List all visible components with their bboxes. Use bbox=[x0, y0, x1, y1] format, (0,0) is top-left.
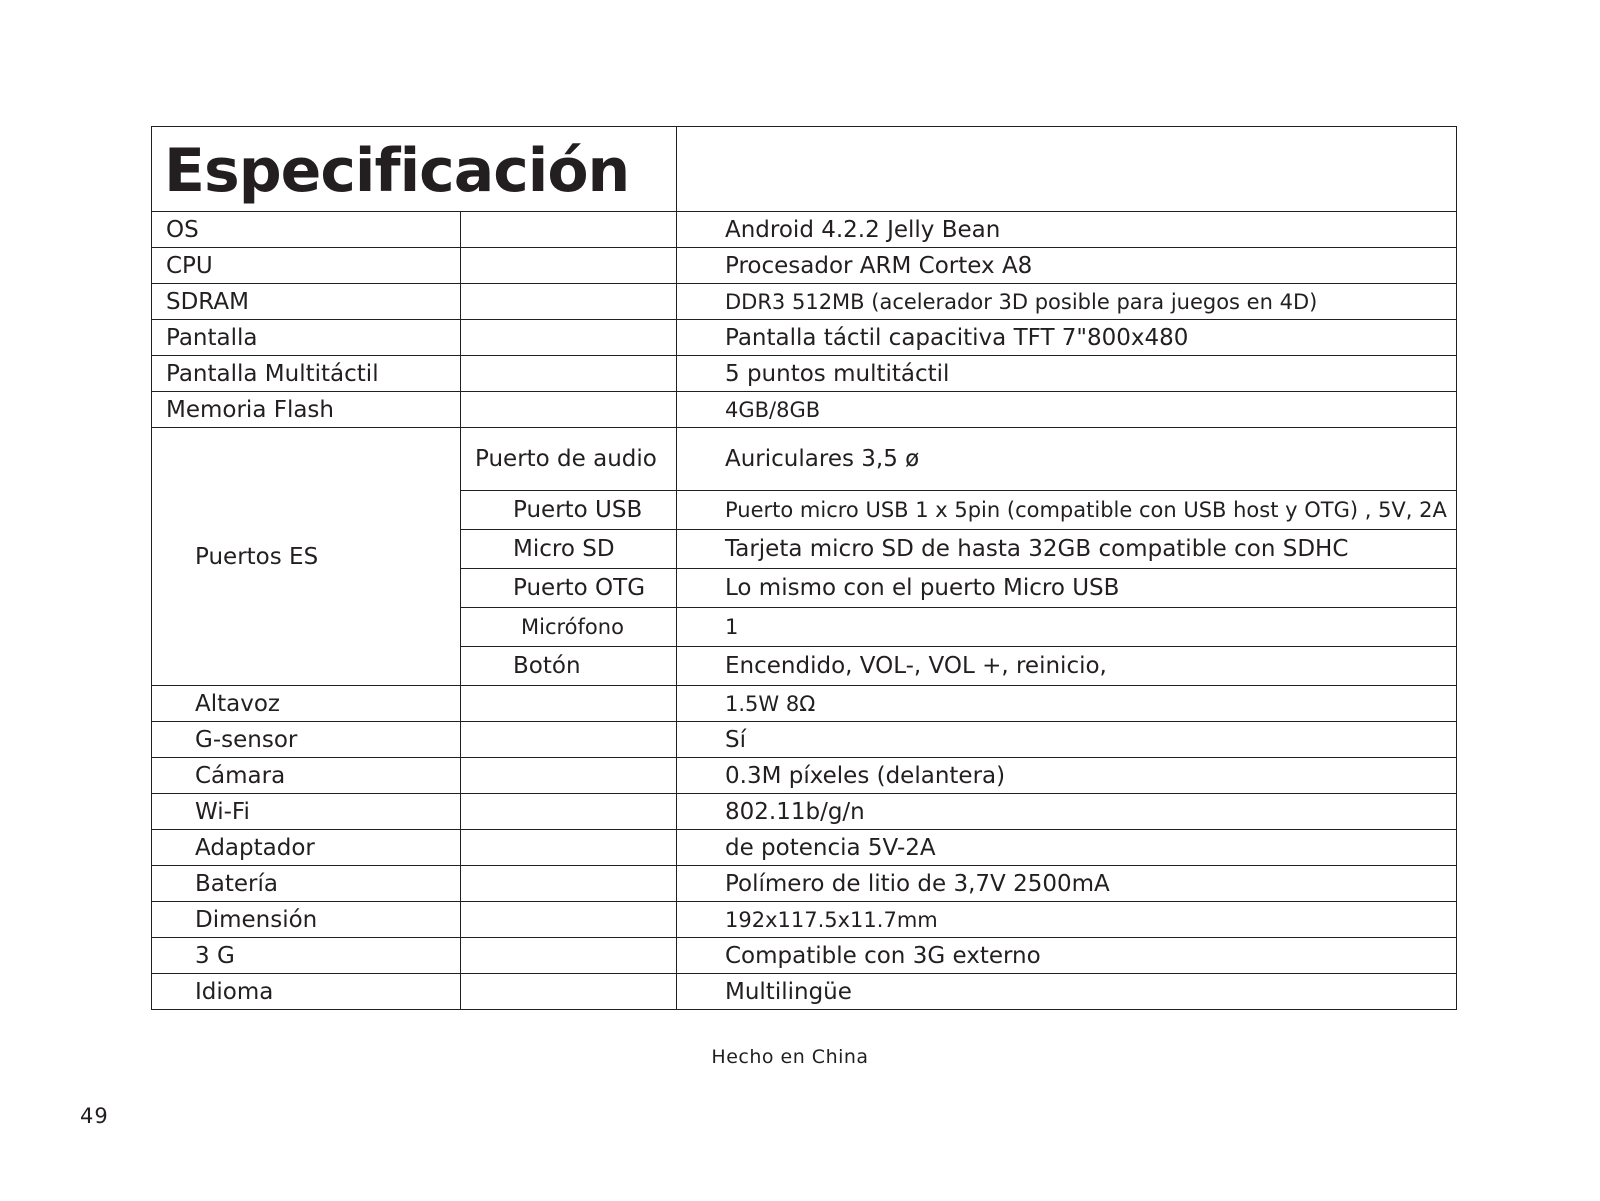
spec-value: 802.11b/g/n bbox=[677, 794, 1457, 830]
page-number: 49 bbox=[80, 1104, 109, 1128]
spec-value: 4GB/8GB bbox=[677, 392, 1457, 428]
spec-row-multitactil bbox=[152, 356, 1457, 392]
io-row-audio bbox=[152, 428, 1457, 491]
io-sub-label: Puerto USB bbox=[461, 491, 677, 530]
spec-label: OS bbox=[152, 212, 461, 248]
spec-empty-cell bbox=[461, 902, 677, 938]
spec-label: Wi-Fi bbox=[152, 794, 461, 830]
spec-value: 0.3M píxeles (delantera) bbox=[677, 758, 1457, 794]
spec-row-adaptador bbox=[152, 830, 1457, 866]
spec-value: 1.5W 8Ω bbox=[677, 686, 1457, 722]
spec-row-altavoz bbox=[152, 686, 1457, 722]
spec-empty-cell bbox=[461, 794, 677, 830]
spec-empty-cell bbox=[461, 284, 677, 320]
spec-value: Procesador ARM Cortex A8 bbox=[677, 248, 1457, 284]
io-group-label: Puertos ES bbox=[152, 428, 461, 686]
spec-value: Compatible con 3G externo bbox=[677, 938, 1457, 974]
io-value: 1 bbox=[677, 608, 1457, 647]
spec-row-pantalla bbox=[152, 320, 1457, 356]
io-sub-label: Micrófono bbox=[461, 608, 677, 647]
spec-row-3g bbox=[152, 938, 1457, 974]
spec-value: Sí bbox=[677, 722, 1457, 758]
spec-empty-cell bbox=[461, 974, 677, 1010]
spec-row-idioma bbox=[152, 974, 1457, 1010]
spec-row-sdram bbox=[152, 284, 1457, 320]
spec-empty-cell bbox=[461, 392, 677, 428]
spec-label: Idioma bbox=[152, 974, 461, 1010]
spec-row-bateria bbox=[152, 866, 1457, 902]
spec-label: Altavoz bbox=[152, 686, 461, 722]
io-value: Auriculares 3,5 ø bbox=[677, 428, 1457, 491]
io-value: Encendido, VOL-, VOL +, reinicio, bbox=[677, 647, 1457, 686]
io-value: Tarjeta micro SD de hasta 32GB compatible con SDHC bbox=[677, 530, 1457, 569]
io-sub-label: Micro SD bbox=[461, 530, 677, 569]
spec-label: Pantalla bbox=[152, 320, 461, 356]
spec-label: SDRAM bbox=[152, 284, 461, 320]
spec-empty-cell bbox=[461, 320, 677, 356]
spec-label: Dimensión bbox=[152, 902, 461, 938]
spec-label: Batería bbox=[152, 866, 461, 902]
spec-value: de potencia 5V-2A bbox=[677, 830, 1457, 866]
spec-label: G-sensor bbox=[152, 722, 461, 758]
spec-label: 3 G bbox=[152, 938, 461, 974]
spec-empty-cell bbox=[461, 866, 677, 902]
spec-label: CPU bbox=[152, 248, 461, 284]
spec-label: Memoria Flash bbox=[152, 392, 461, 428]
spec-empty-cell bbox=[461, 830, 677, 866]
spec-value: Polímero de litio de 3,7V 2500mA bbox=[677, 866, 1457, 902]
spec-value: 192x117.5x11.7mm bbox=[677, 902, 1457, 938]
spec-row-camara bbox=[152, 758, 1457, 794]
spec-row-cpu bbox=[152, 248, 1457, 284]
spec-empty-cell bbox=[461, 938, 677, 974]
io-value: Puerto micro USB 1 x 5pin (compatible con USB host y OTG) , 5V, 2A bbox=[677, 491, 1457, 530]
io-sub-label: Puerto de audio bbox=[461, 428, 677, 491]
spec-label: Pantalla Multitáctil bbox=[152, 356, 461, 392]
spec-value: DDR3 512MB (acelerador 3D posible para juegos en 4D) bbox=[677, 284, 1457, 320]
spec-value: Pantalla táctil capacitiva TFT 7"800x480 bbox=[677, 320, 1457, 356]
io-value: Lo mismo con el puerto Micro USB bbox=[677, 569, 1457, 608]
spec-table bbox=[151, 126, 1457, 1010]
spec-value: Multilingüe bbox=[677, 974, 1457, 1010]
io-sub-label: Botón bbox=[461, 647, 677, 686]
spec-empty-cell bbox=[461, 758, 677, 794]
spec-empty-cell bbox=[461, 212, 677, 248]
spec-label: Cámara bbox=[152, 758, 461, 794]
made-in-footer: Hecho en China bbox=[711, 1046, 869, 1068]
spec-empty-cell bbox=[461, 356, 677, 392]
spec-value: Android 4.2.2 Jelly Bean bbox=[677, 212, 1457, 248]
spec-row-memoria bbox=[152, 392, 1457, 428]
page-title: Especificación bbox=[152, 127, 677, 212]
spec-row-gsensor bbox=[152, 722, 1457, 758]
spec-label: Adaptador bbox=[152, 830, 461, 866]
io-sub-label: Puerto OTG bbox=[461, 569, 677, 608]
spec-row-wifi bbox=[152, 794, 1457, 830]
spec-empty-cell bbox=[461, 722, 677, 758]
spec-empty-cell bbox=[461, 248, 677, 284]
spec-value: 5 puntos multitáctil bbox=[677, 356, 1457, 392]
spec-row-os bbox=[152, 212, 1457, 248]
spec-empty-cell bbox=[461, 686, 677, 722]
title-empty-cell bbox=[677, 127, 1457, 212]
spec-row-dimension bbox=[152, 902, 1457, 938]
